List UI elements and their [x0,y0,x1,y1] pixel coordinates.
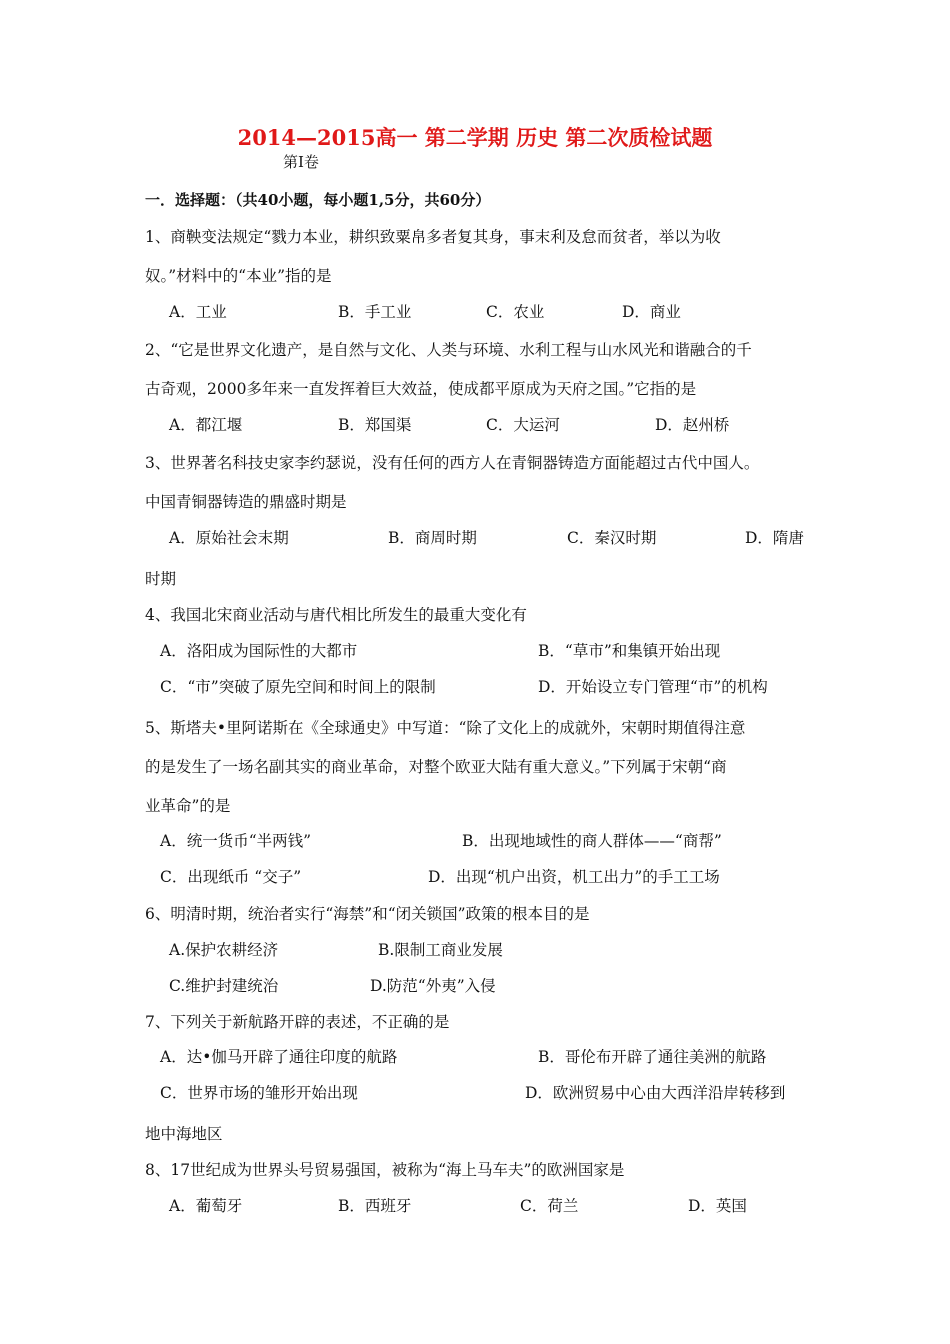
question-3-option-d: D．隋唐 [745,529,804,547]
question-3-option-b: B．商周时期 [388,529,477,547]
question-3-option-c: C．秦汉时期 [567,529,657,547]
question-3-line-2: 中国青铜器铸造的鼎盛时期是 [145,493,347,511]
question-5-line-3: 业革命”的是 [145,797,231,815]
exam-title: 2014—2015高一 第二学期 历史 第二次质检试题 [237,125,713,150]
question-6-option-b: B.限制工商业发展 [378,941,503,959]
volume-label: 第Ⅰ卷 [283,153,319,171]
question-2-option-b: B．郑国渠 [338,416,412,434]
question-7-option-c: C．世界市场的雏形开始出现 [160,1084,358,1102]
section-heading: 一．选择题：（共40小题，每小题1,5分，共60分） [145,191,491,209]
question-2-line-2: 古奇观，2000多年来一直发挥着巨大效益，使成都平原成为天府之国。”它指的是 [145,380,697,398]
question-7-option-a: A．达•伽马开辟了通往印度的航路 [160,1048,398,1066]
question-2-option-c: C．大运河 [486,416,560,434]
question-1-option-c: C．农业 [486,303,545,321]
question-5-option-a: A．统一货币“半两钱” [160,832,312,850]
question-7-option-d: D．欧洲贸易中心由大西洋沿岸转移到 [525,1084,786,1102]
question-6-line-1: 6、明清时期，统治者实行“海禁”和“闭关锁国”政策的根本目的是 [145,905,590,923]
question-5-line-2: 的是发生了一场名副其实的商业革命，对整个欧亚大陆有重大意义。”下列属于宋朝“商 [145,758,727,776]
question-2-option-d: D．赵州桥 [655,416,730,434]
question-5-option-b: B．出现地域性的商人群体——“商帮” [462,832,722,850]
question-2-option-a: A．都江堰 [169,416,243,434]
question-3-line-3: 时期 [145,570,177,588]
question-5-option-c: C．出现纸币 “交子” [160,868,302,886]
question-1-option-b: B．手工业 [338,303,412,321]
question-3-line-1: 3、世界著名科技史家李约瑟说，没有任何的西方人在青铜器铸造方面能超过古代中国人。 [145,454,760,472]
question-6-option-c: C.维护封建统治 [169,977,279,995]
question-6-option-a: A.保护农耕经济 [169,941,279,959]
question-1-line-1: 1、商鞅变法规定“戮力本业，耕织致粟帛多者复其身，事末利及怠而贫者，举以为收 [145,228,721,246]
question-8-line-1: 8、17世纪成为世界头号贸易强国，被称为“海上马车夫”的欧洲国家是 [145,1161,625,1179]
question-3-option-a: A．原始社会末期 [169,529,289,547]
question-8-option-b: B．西班牙 [338,1197,412,1215]
question-4-option-d: D．开始设立专门管理“市”的机构 [538,678,768,696]
question-1-option-d: D．商业 [622,303,681,321]
question-8-option-c: C．荷兰 [520,1197,579,1215]
question-8-option-a: A．葡萄牙 [169,1197,243,1215]
question-1-option-a: A．工业 [169,303,227,321]
question-5-line-1: 5、斯塔夫•里阿诺斯在《全球通史》中写道：“除了文化上的成就外，宋朝时期值得注意 [145,719,746,737]
question-4-option-b: B．“草市”和集镇开始出现 [538,642,721,660]
question-2-line-1: 2、“它是世界文化遗产，是自然与文化、人类与环境、水利工程与山水风光和谐融合的千 [145,341,752,359]
question-7-line-2: 地中海地区 [145,1125,223,1143]
question-5-option-d: D．出现“机户出资，机工出力”的手工工场 [428,868,720,886]
question-4-option-a: A．洛阳成为国际性的大都市 [160,642,358,660]
question-4-line-1: 4、我国北宋商业活动与唐代相比所发生的最重大变化有 [145,606,527,624]
question-8-option-d: D．英国 [688,1197,747,1215]
question-4-option-c: C．“市”突破了原先空间和时间上的限制 [160,678,436,696]
question-1-line-2: 奴。”材料中的“本业”指的是 [145,267,332,285]
question-7-option-b: B．哥伦布开辟了通往美洲的航路 [538,1048,767,1066]
question-6-option-d: D.防范“外夷”入侵 [370,977,496,995]
question-7-line-1: 7、下列关于新航路开辟的表述，不正确的是 [145,1013,450,1031]
